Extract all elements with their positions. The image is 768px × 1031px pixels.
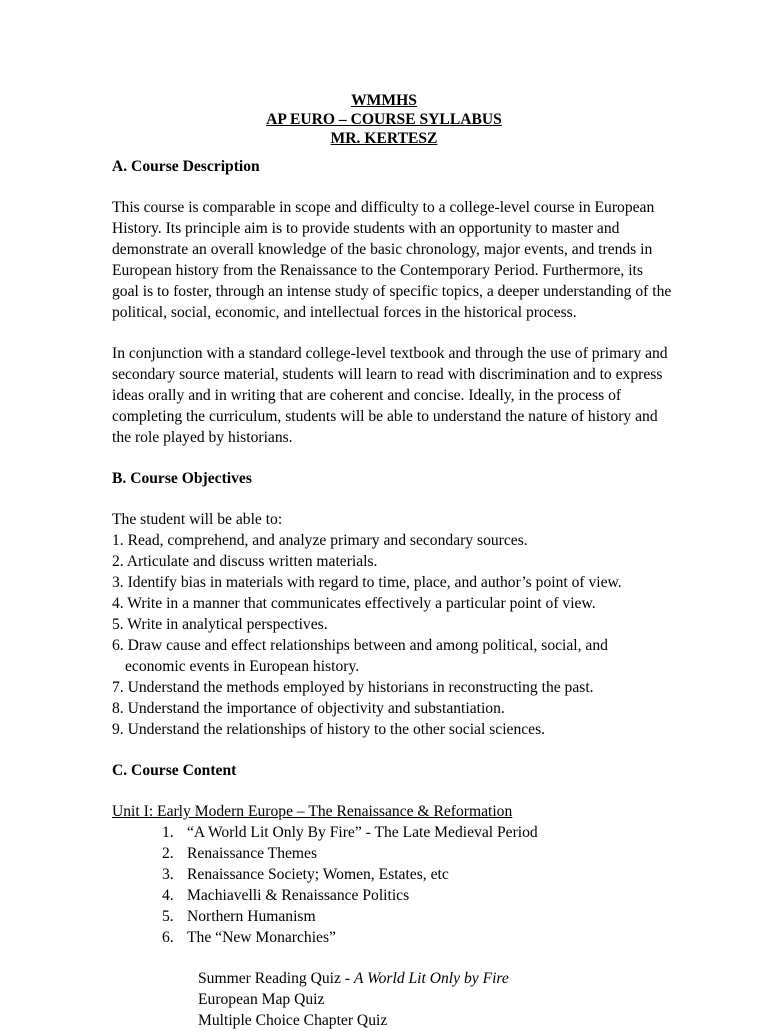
objective-item: 5. Write in analytical perspectives. xyxy=(112,616,328,633)
topic-item xyxy=(112,864,672,885)
unit-topics-list xyxy=(112,822,672,948)
objective-item: 8. Understand the importance of objectivity and substantiation. xyxy=(112,700,505,717)
assessment-item: Multiple Choice Chapter Quiz xyxy=(198,1012,388,1029)
assessments-list xyxy=(112,968,672,1031)
assessment-item: European Map Quiz xyxy=(198,991,325,1008)
objective-item: 2. Articulate and discuss written materials. xyxy=(112,553,378,570)
assessment-label: Summer Reading Quiz - xyxy=(198,970,354,987)
topic-text: Renaissance Themes xyxy=(187,845,318,862)
topic-item xyxy=(112,843,672,864)
topic-number: 3. xyxy=(162,866,174,883)
unit-title: Unit I: Early Modern Europe – The Renaissance & Reformation xyxy=(112,803,513,820)
book-title: A World Lit Only by Fire xyxy=(353,970,509,987)
objective-item: 3. Identify bias in materials with regard to time, place, and author’s point of view. xyxy=(112,574,622,591)
description-paragraph-2: In conjunction with a standard college-level textbook and through the use of primary and secondary source material, students will learn to read with discrimination and to express ideas orally and in writing that are coherent and concise. Ideally, in the process of completing the curriculum, students will be able to understand the nature of history and the role played by historians. xyxy=(112,345,668,446)
topic-text: Machiavelli & Renaissance Politics xyxy=(187,887,410,904)
topic-number: 2. xyxy=(162,845,174,862)
topic-number: 4. xyxy=(162,887,174,904)
objective-item: 4. Write in a manner that communicates effectively a particular point of view. xyxy=(112,595,596,612)
objective-item: 1. Read, comprehend, and analyze primary and secondary sources. xyxy=(112,532,528,549)
objective-item: 9. Understand the relationships of history to the other social sciences. xyxy=(112,721,546,738)
topic-text: “A World Lit Only By Fire” - The Late Medieval Period xyxy=(187,824,538,841)
topic-item xyxy=(112,906,672,927)
document-body xyxy=(112,156,672,1031)
assessment-item xyxy=(112,968,672,989)
school-name: WMMHS xyxy=(351,92,417,109)
topic-text: Renaissance Society; Women, Estates, etc xyxy=(187,866,449,883)
section-heading-b: B. Course Objectives xyxy=(112,470,252,487)
topic-item xyxy=(112,885,672,906)
topic-text: Northern Humanism xyxy=(187,908,316,925)
objectives-list xyxy=(112,530,672,740)
topic-item xyxy=(112,822,672,843)
objectives-intro: The student will be able to: xyxy=(112,511,283,528)
teacher-name: MR. KERTESZ xyxy=(330,130,438,147)
topic-text: The “New Monarchies” xyxy=(187,929,336,946)
course-title: AP EURO – COURSE SYLLABUS xyxy=(266,111,502,128)
section-heading-a: A. Course Description xyxy=(112,158,260,175)
description-paragraph-1: This course is comparable in scope and difficulty to a college-level course in European History. Its principle aim is to provide students with an opportunity to master and demonstrate an overall knowledge of the basic chronology, major events, and trends in European history from the Renaissance to the Contemporary Period. Furthermore, its goal is to foster, through an intense study of specific topics, a deeper understanding of the political, social, economic, and intellectual forces in the historical process. xyxy=(112,199,672,321)
document-header xyxy=(0,91,768,148)
section-heading-c: C. Course Content xyxy=(112,762,237,779)
topic-item xyxy=(112,927,672,948)
objective-item: 6. Draw cause and effect relationships between and among political, social, and economic events in European history. xyxy=(112,637,608,675)
objective-item: 7. Understand the methods employed by historians in reconstructing the past. xyxy=(112,679,594,696)
topic-number: 6. xyxy=(162,929,174,946)
topic-number: 1. xyxy=(162,824,174,841)
topic-number: 5. xyxy=(162,908,174,925)
